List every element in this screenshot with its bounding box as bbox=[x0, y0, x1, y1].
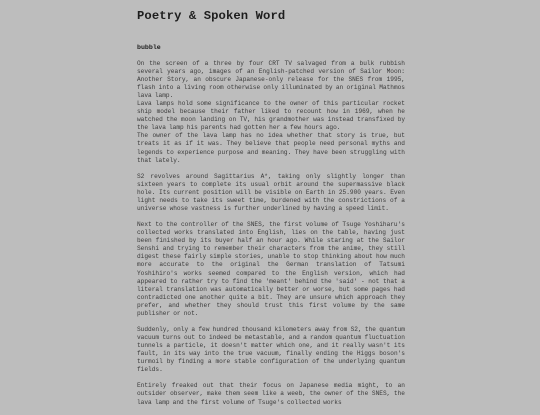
paragraph bbox=[137, 326, 405, 374]
paragraph bbox=[137, 60, 405, 165]
paragraph-line: On the screen of a three by four CRT TV salvaged from a bulk rubbish several years ago, images of an English-patched version of Sailor Moon: Another Story, an obscure Japanese-only release for the SNES from 1995, flash into a living room otherwise only illuminated by an original Mathmos lava lamp. bbox=[137, 60, 405, 100]
paragraph-line: Lava lamps hold some significance to the owner of this particular rocket ship model because their father liked to recount how in 1969, when he watched the moon landing on TV, his grandmother was instead transfixed by the lava lamp his parents had gotten her a few hours ago. bbox=[137, 100, 405, 132]
paragraph bbox=[137, 173, 405, 213]
paragraph-line: Next to the controller of the SNES, the first volume of Tsuge Yoshiharu's collected works translated into English, lies on the table, having just been finished by its buyer half an hour ago. While staring at the Sailor Senshi and trying to remember their characters from the anime, they still digest these fairly simple stories, unable to stop thinking about how much more accurate to the original the German translation of Tatsumi Yoshihiro's works seemed compared to the English version, which had appeared to rather try to find the 'meant' behind the 'said' - not that a literal translation was automatically better or worse, but some pages had contradicted one another quite a bit. They are unsure which approach they prefer, and whether they should trust this first volume by the same publisher or not. bbox=[137, 221, 405, 317]
paragraph bbox=[137, 382, 405, 406]
post-article bbox=[137, 44, 405, 415]
site-title[interactable]: Poetry & Spoken Word bbox=[137, 9, 286, 23]
paragraph-line: Entirely freaked out that their focus on Japanese media might, to an outsider observer, make them seem like a weeb, the owner of the SNES, the lava lamp and the first volume of Tsuge's collected works bbox=[137, 382, 405, 406]
paragraph-line: S2 revolves around Sagittarius A*, taking only slightly longer than sixteen years to complete its usual orbit around the supermassive black hole. Its current position will be visible on Earth in 25.900 years. Even light needs to take its sweet time, burdened with the constrictions of a universe whose vastness is further underlined by having a speed limit. bbox=[137, 172, 405, 212]
paragraph-line: The owner of the lava lamp has no idea whether that story is true, but treats it as if it was. They believe that people need personal myths and legends to experience purpose and meaning. They have been struggling with that lately. bbox=[137, 132, 405, 164]
paragraph-line: Suddenly, only a few hundred thousand kilometers away from S2, the quantum vacuum turns out to indeed be metastable, and a random quantum fluctuation tunnels a particle, it doesn't matter which one, and it really wasn't its fault, in its way into the true vacuum, finally ending the Higgs boson's turmoil by finding a more stable configuration of the underlying quantum fields. bbox=[137, 325, 405, 374]
paragraph bbox=[137, 221, 405, 318]
post-title[interactable]: bubble bbox=[137, 44, 161, 51]
